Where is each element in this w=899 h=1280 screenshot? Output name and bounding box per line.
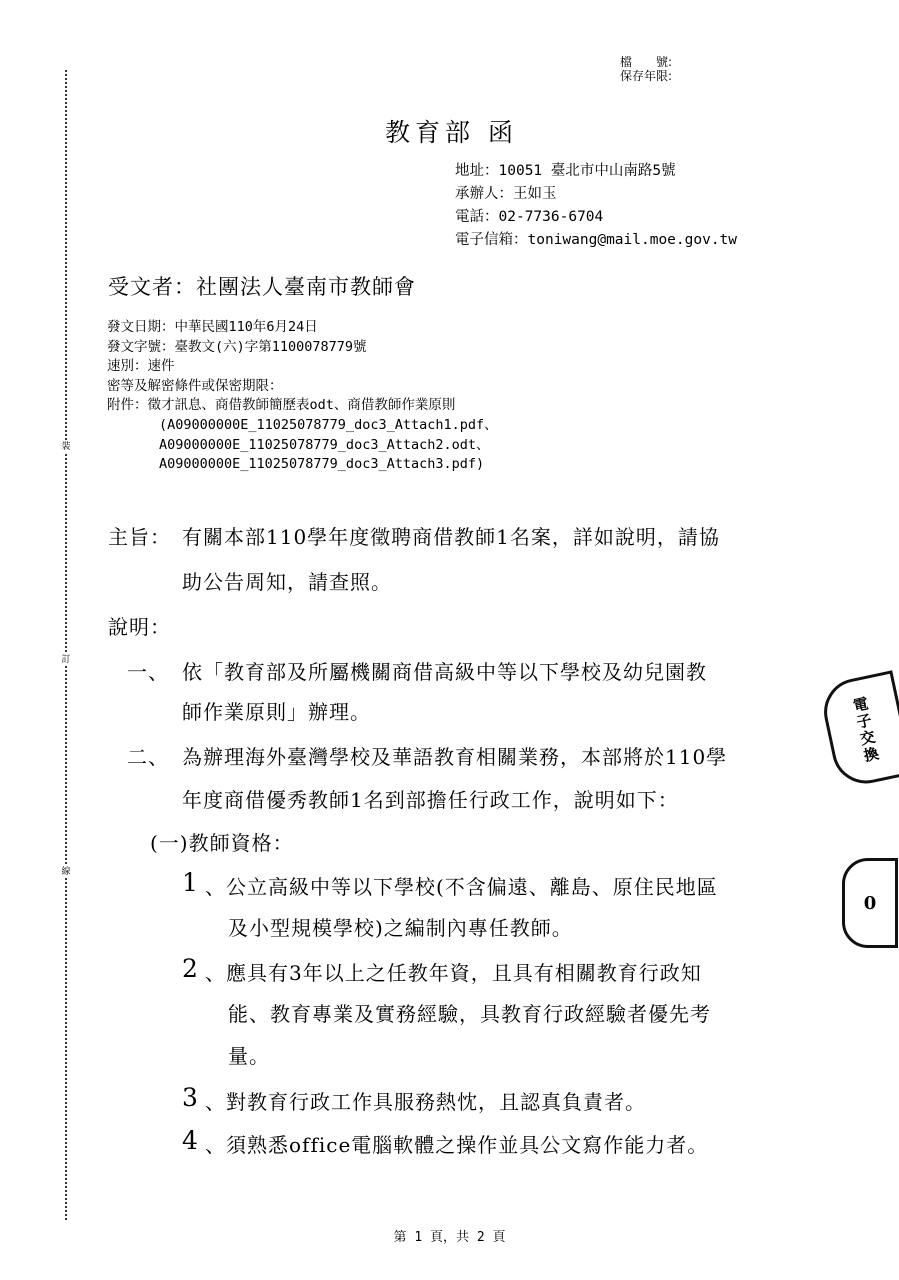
recipient: 受文者：社團法人臺南市教師會 [108, 275, 416, 299]
requirement-3-number: 3 [182, 1083, 198, 1112]
requirement-1-line-2: 及小型規模學校)之編制內專任教師。 [228, 916, 573, 940]
speed-class: 速別：速件 [107, 358, 175, 375]
attachments: 附件：徵才訊息、商借教師簡歷表odt、商借教師作業原則 [107, 397, 456, 414]
requirement-4-number: 4 [182, 1126, 198, 1155]
sender-email: 電子信箱：toniwang@mail.moe.gov.tw [455, 232, 738, 248]
binding-line [65, 70, 67, 1220]
requirement-1-number: 1 [182, 868, 198, 897]
document-meta [107, 318, 498, 475]
document-title: 教育部 函 [385, 118, 518, 147]
attachment-file-3: A09000000E_11025078779_doc3_Attach3.pdf) [159, 456, 485, 473]
requirement-2-number: 2 [182, 954, 198, 983]
explanation-label: 說明： [108, 615, 171, 639]
item-1-line-2: 師作業原則」辦理。 [182, 700, 371, 724]
electronic-exchange-stamp [818, 670, 899, 789]
requirement-2-line-1: 、應具有3年以上之任教年資，且具有相關教育行政知 [205, 961, 702, 985]
sender-info [455, 160, 737, 252]
issue-date: 發文日期：中華民國110年6月24日 [107, 319, 318, 335]
item-1-number: 一、 [127, 660, 169, 684]
attachment-file-2: A09000000E_11025078779_doc3_Attach2.odt、 [159, 436, 490, 453]
subject-line-1: 有關本部110學年度徵聘商借教師1名案，詳如說明，請協 [182, 525, 720, 549]
reference-number: 發文字號：臺教文(六)字第1100078779號 [107, 338, 367, 355]
requirement-4-line-1: 、須熟悉office電腦軟體之操作並具公文寫作能力者。 [205, 1133, 709, 1157]
requirement-3-line-1: 、對教育行政工作具服務熱忱，且認真負責者。 [205, 1090, 646, 1114]
item-2-line-2: 年度商借優秀教師1名到部擔任行政工作，說明如下： [182, 788, 679, 812]
item-1-line-1: 依「教育部及所屬機關商借高級中等以下學校及幼兒園教 [182, 660, 707, 684]
requirement-2-line-3: 量。 [228, 1044, 270, 1068]
page-seal-stamp [842, 858, 898, 948]
binding-mark-ding: 訂 [61, 655, 71, 665]
retention-period-label: 保存年限: [620, 69, 673, 83]
teacher-qualifications-heading: (一)教師資格： [150, 831, 294, 855]
archive-info [620, 55, 672, 83]
secrecy-level: 密等及解密條件或保密期限： [107, 377, 283, 394]
electronic-exchange-stamp-text: 電子交換 [849, 694, 882, 766]
page-footer: 第 1 頁，共 2 頁 [393, 1230, 506, 1245]
file-number-label: 檔 號: [620, 55, 673, 69]
item-2-line-1: 為辦理海外臺灣學校及華語教育相關業務，本部將於110學 [182, 745, 728, 769]
binding-mark-zhuang: 裝 [61, 442, 71, 452]
item-2-number: 二、 [127, 745, 169, 769]
sender-address: 地址：10051 臺北市中山南路5號 [455, 163, 676, 179]
page-seal-stamp-text: 0 [863, 892, 877, 914]
attachment-file-1: (A09000000E_11025078779_doc3_Attach1.pdf、 [159, 416, 498, 433]
requirement-1-line-1: 、公立高級中等以下學校(不含偏遠、離島、原住民地區 [205, 875, 718, 899]
binding-mark-xian: 線 [61, 867, 71, 877]
sender-phone: 電話：02-7736-6704 [455, 209, 604, 225]
subject-line-2: 助公告周知，請查照。 [182, 570, 392, 594]
subject-label: 主旨： [108, 525, 171, 549]
sender-handler: 承辦人：王如玉 [455, 186, 557, 202]
requirement-2-line-2: 能、教育專業及實務經驗，具教育行政經驗者優先考 [228, 1002, 711, 1026]
